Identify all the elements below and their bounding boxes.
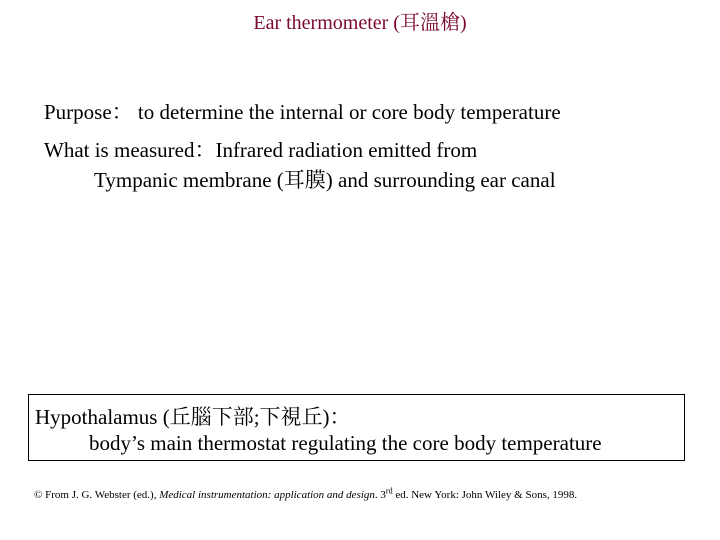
citation-book-title: Medical instrumentation: application and design (159, 489, 375, 501)
what-is-measured-text: What is measured：Infrared radiation emitted from (44, 138, 478, 162)
hypothalamus-description: body’s main thermostat regulating the core body temperature (89, 431, 602, 455)
citation-publisher: ed. New York: John Wiley & Sons, 1998. (392, 489, 578, 501)
citation-edition-number: . 3 (374, 489, 386, 501)
purpose-text: Purpose： to determine the internal or core body temperature (44, 100, 561, 124)
citation (34, 486, 578, 501)
hypothalamus-box (28, 394, 685, 461)
slide-title: Ear thermometer (耳溫槍) (253, 12, 467, 34)
what-is-measured-continuation: Tympanic membrane (耳膜) and surrounding ear canal (94, 168, 556, 192)
citation-prefix: © From J. G. Webster (ed.), (34, 489, 160, 501)
citation-edition-suffix: rd (385, 486, 393, 496)
hypothalamus-heading: Hypothalamus (丘腦下部;下視丘)： (35, 405, 351, 429)
